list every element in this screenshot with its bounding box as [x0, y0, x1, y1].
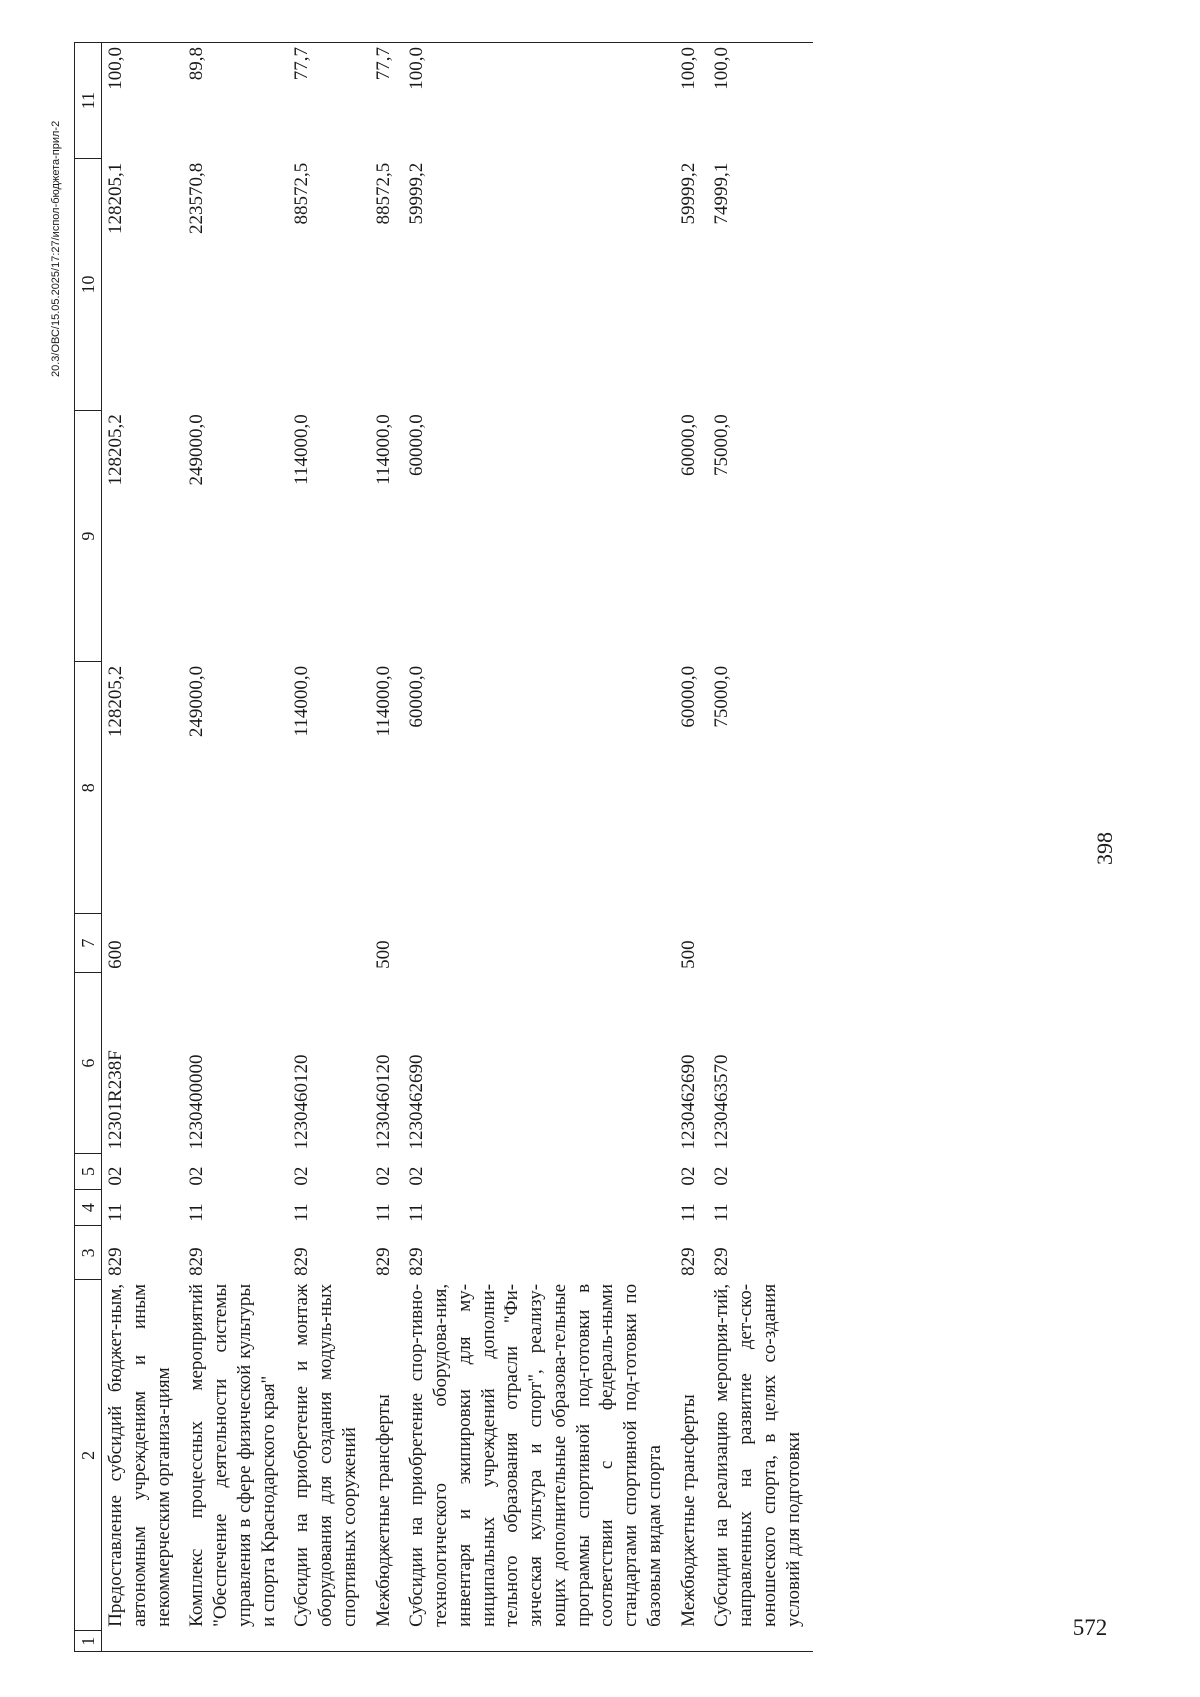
table-row: [288, 43, 369, 1652]
table-row: [675, 43, 709, 1652]
row-name: Комплекс процессных мероприятий "Обеспечение деятельности системы управления в сфере физической культуры и спорта Краснодарского края": [186, 1283, 279, 1627]
row-name: Предоставление субсидий бюджет-ным, автономным учреждениям и иным некоммерческим организа-циям: [102, 1280, 184, 1631]
row-name: Субсидии на приобретение и монтаж оборудования для создания модуль-ных спортивных сооружений: [291, 1283, 360, 1627]
row-col5: 02: [186, 1166, 208, 1186]
row-col4: 11: [291, 1203, 313, 1222]
row-col7: [403, 913, 674, 972]
row-col10: 128205,1: [102, 159, 184, 411]
row-col9: 60000,0: [677, 414, 699, 477]
row-col11: 77,7: [370, 43, 404, 159]
row-col5: 02: [711, 1166, 733, 1186]
table-row: [183, 43, 288, 1652]
row-col10: 88572,5: [372, 162, 394, 225]
rotated-sheet: [50, 20, 1170, 1677]
row-col6: 1230460120: [372, 1054, 394, 1150]
row-col3: 829: [186, 1247, 208, 1276]
row-col8: 75000,0: [711, 665, 733, 728]
row-col9: 75000,0: [711, 414, 733, 477]
header-row: [75, 43, 102, 1652]
header-col-6: 6: [75, 973, 102, 1154]
row-col4: 11: [372, 1203, 394, 1222]
row-name: Межбюджетные трансферты: [372, 1394, 394, 1627]
row-col10: 74999,1: [711, 162, 733, 225]
row-col11: 89,8: [183, 43, 288, 159]
row-col8: 60000,0: [677, 665, 699, 728]
header-col-2: 2: [75, 1280, 102, 1631]
row-col4: 11: [677, 1203, 699, 1222]
row-col3: 829: [291, 1247, 313, 1276]
sheet-number: 398: [1092, 832, 1117, 865]
row-col11: 100,0: [675, 43, 709, 159]
row-col4: 11: [186, 1203, 208, 1222]
row-col7: 500: [372, 940, 394, 969]
row-col10: 59999,2: [677, 162, 699, 225]
row-col10: 59999,2: [406, 162, 428, 225]
row-col4: 11: [102, 1190, 184, 1226]
row-col7: 600: [102, 913, 184, 972]
row-col7: [288, 913, 369, 972]
row-col6: 1230460120: [291, 1054, 313, 1150]
budget-table: [74, 42, 813, 1652]
header-col-7: 7: [75, 913, 102, 972]
row-col6: 12301R238F: [102, 973, 184, 1154]
row-col3: 829: [711, 1247, 733, 1276]
row-col10: 88572,5: [291, 162, 313, 225]
row-col8: 128205,2: [102, 662, 184, 914]
row-col9: 60000,0: [406, 414, 428, 477]
row-col9: 249000,0: [186, 414, 208, 486]
row-name: Субсидии на реализацию мероприя-тий, направленных на развитие дет-ско-юношеского спорта, в целях со-здания условий для подготовки: [711, 1283, 804, 1627]
row-col3: 829: [102, 1226, 184, 1280]
row-col6: 1230462690: [406, 1054, 428, 1150]
row-col4: 11: [406, 1203, 428, 1222]
row-col8: 249000,0: [186, 665, 208, 738]
row-col5: 02: [406, 1166, 428, 1186]
row-col5: 02: [677, 1166, 699, 1186]
row-col9: 128205,2: [102, 410, 184, 662]
row-col5: 02: [102, 1153, 184, 1189]
row-col7: [183, 913, 288, 972]
row-col8: 60000,0: [406, 665, 428, 728]
row-col4: 11: [711, 1203, 733, 1222]
row-col3: 829: [372, 1247, 394, 1276]
row-col6: 1230463570: [711, 1054, 733, 1150]
row-col11: 100,0: [708, 43, 813, 159]
row-col8: 114000,0: [372, 665, 394, 737]
table-row: [370, 43, 404, 1652]
row-name: Субсидии на приобретение спор-тивно-технологического оборудова-ния, инвентаря и экипировки для му-ниципальных учреждений дополни-тельного образования отрасли "Фи-зическая культура и спорт", реализу-ющих дополнительные образова-тельные программы спортивной под-готовки в соответствии с федераль-ными стандартами спортивной под-готовки по базовым видам спорта: [406, 1283, 665, 1627]
row-col7: [708, 913, 813, 972]
row-col3: 829: [406, 1247, 428, 1276]
row-col11: 77,7: [288, 43, 369, 159]
row-col3: 829: [677, 1247, 699, 1276]
header-col-1: 1: [75, 1631, 102, 1652]
row-col9: 114000,0: [291, 414, 313, 485]
row-col11: 100,0: [102, 43, 184, 159]
header-col-9: 9: [75, 410, 102, 662]
table-row: [403, 43, 674, 1652]
row-col7: 500: [677, 940, 699, 969]
table-row: [708, 43, 813, 1652]
header-col-11: 11: [75, 43, 102, 159]
header-col-8: 8: [75, 662, 102, 914]
row-col5: 02: [291, 1166, 313, 1186]
row-name: Межбюджетные трансферты: [677, 1394, 699, 1627]
row-col6: 1230400000: [186, 1054, 208, 1150]
header-col-5: 5: [75, 1153, 102, 1189]
table-row: [102, 43, 184, 1652]
header-col-10: 10: [75, 159, 102, 411]
row-col5: 02: [372, 1166, 394, 1186]
row-col9: 114000,0: [372, 414, 394, 485]
header-col-4: 4: [75, 1190, 102, 1226]
row-col11: 100,0: [403, 43, 674, 159]
row-col6: 1230462690: [677, 1054, 699, 1150]
row-col10: 223570,8: [186, 162, 208, 234]
footer-code: 20.3/ОВС/15.05.2025/17:27/испол-бюджета-прил-2: [50, 120, 62, 377]
header-col-3: 3: [75, 1226, 102, 1280]
row-col8: 114000,0: [291, 665, 313, 737]
page-number: 572: [1072, 1615, 1108, 1640]
